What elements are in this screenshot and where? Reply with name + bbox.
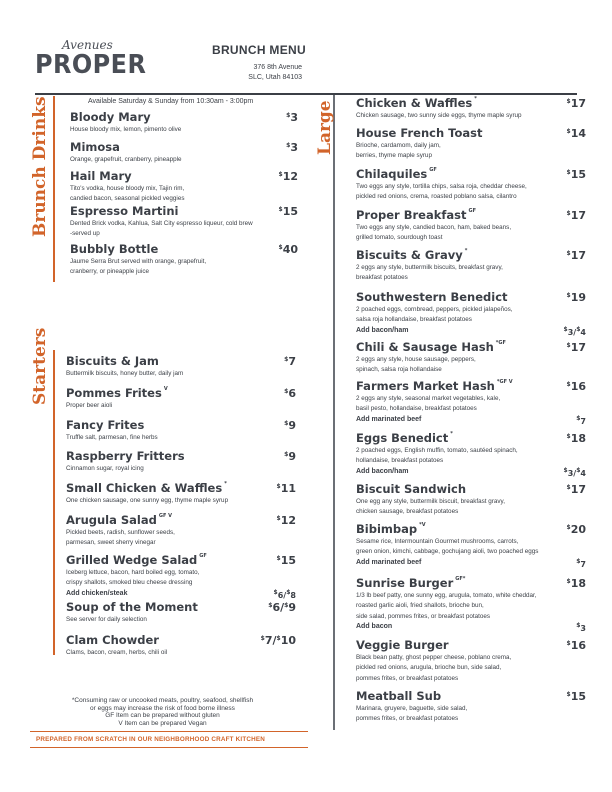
item-name-text: Raspberry Fritters xyxy=(66,449,185,463)
item-name xyxy=(356,290,512,304)
item-price: $3 xyxy=(286,111,298,124)
item-description: Tito's vodka, house bloody mix, Tajin rim, xyxy=(70,185,185,192)
item-price: $15 xyxy=(566,690,586,703)
item-price: $40 xyxy=(278,243,298,256)
item-description: Black bean patty, ghost pepper cheese, poblano crema, xyxy=(356,654,512,661)
item-name xyxy=(66,513,175,527)
item-description: -served up xyxy=(70,230,100,238)
item-addon: Add chicken/steak xyxy=(66,589,128,597)
item-name xyxy=(356,340,506,354)
item-name xyxy=(66,481,228,495)
section-label-starters: Starters xyxy=(30,327,50,405)
menu-item xyxy=(70,169,184,204)
menu-item xyxy=(356,576,537,630)
dietary-mark: GF* xyxy=(455,576,466,582)
item-name xyxy=(356,689,467,703)
item-name-text: Hail Mary xyxy=(70,169,132,183)
menu-item xyxy=(356,96,522,120)
dietary-mark: GF xyxy=(199,553,207,559)
item-description: parmesan, sweet sherry vinegar xyxy=(66,539,156,547)
item-description: Pickled beets, radish, sunflower seeds, xyxy=(66,529,175,536)
item-addon: Add bacon xyxy=(356,623,393,631)
item-description: pickled red onions, crema, roasted poblano salsa, cilantro xyxy=(356,193,517,201)
menu-item xyxy=(66,600,198,624)
item-name-text: Clam Chowder xyxy=(66,633,159,647)
item-name-text: Small Chicken & Waffles xyxy=(66,481,223,495)
item-description: 2 eggs any style, buttermilk biscuits, breakfast gravy, xyxy=(356,264,503,271)
item-description: 2 eggs any style, seasonal market vegetables, kale, xyxy=(356,395,501,402)
header-divider xyxy=(35,93,577,95)
item-description: crispy shallots, smoked bleu cheese dressing xyxy=(66,579,193,587)
item-description: pommes frites, or breakfast potatoes xyxy=(356,674,459,682)
dietary-mark: V xyxy=(163,386,168,392)
dietary-mark: * xyxy=(464,248,468,254)
menu-item xyxy=(70,242,206,277)
item-name xyxy=(70,140,182,154)
address-line-1: 376 8th Avenue xyxy=(253,64,302,71)
dietary-mark: GF xyxy=(468,208,476,214)
item-name-text: Mimosa xyxy=(70,140,120,154)
item-description: basil pesto, hollandaise, breakfast potatoes xyxy=(356,405,477,413)
kitchen-tagline: PREPARED FROM SCRATCH IN OUR NEIGHBORHOOD CRAFT KITCHEN xyxy=(36,736,266,743)
item-description: Two eggs any style, tortilla chips, salsa roja, cheddar cheese, xyxy=(356,183,527,190)
item-name xyxy=(70,242,206,256)
item-name-text: Chili & Sausage Hash xyxy=(356,340,494,354)
item-price: $15 xyxy=(276,554,296,567)
footer-rule-top xyxy=(30,731,308,732)
item-price: $15 xyxy=(278,205,298,218)
item-name xyxy=(356,248,503,262)
item-description: Cinnamon sugar, royal icing xyxy=(66,465,144,472)
item-name xyxy=(66,553,207,567)
item-name-text: Sunrise Burger xyxy=(356,576,454,590)
item-description: 2 poached eggs, English muffin, tomato, sautéed spinach, xyxy=(356,447,518,454)
item-description: Orange, grapefruit, cranberry, pineapple xyxy=(70,156,182,163)
item-price: $16 xyxy=(566,380,586,393)
item-addon: Add marinated beef xyxy=(356,558,422,566)
item-name-text: Proper Breakfast xyxy=(356,208,467,222)
dietary-mark: * xyxy=(474,96,477,102)
item-price: $17 xyxy=(566,341,586,354)
menu-item xyxy=(66,386,168,410)
menu-item xyxy=(66,449,185,473)
logo-tagline: Avenues xyxy=(62,38,113,52)
item-price: $9 xyxy=(284,450,296,463)
item-name xyxy=(356,522,538,536)
item-description: Brioche, cardamom, daily jam, xyxy=(356,142,441,149)
item-name-text: Farmers Market Hash xyxy=(356,379,495,393)
addon-price: $7 xyxy=(576,558,586,569)
item-name-text: Grilled Wedge Salad xyxy=(66,553,198,567)
item-price: $17 xyxy=(566,209,586,222)
menu-item xyxy=(356,689,467,724)
item-description: Iceberg lettuce, bacon, hard boiled egg, tomato, xyxy=(66,569,200,576)
item-name-text: Biscuits & Jam xyxy=(66,354,159,368)
item-price: $18 xyxy=(566,432,586,445)
item-description: Clams, bacon, cream, herbs, chili oil xyxy=(66,649,168,656)
item-description: See server for daily selection xyxy=(66,616,147,623)
item-name-text: Eggs Benedict xyxy=(356,431,449,445)
item-price: $12 xyxy=(276,514,296,527)
item-name-text: Southwestern Benedict xyxy=(356,290,508,304)
item-description: 2 poached eggs, cornbread, peppers, pickled jalapeños, xyxy=(356,306,513,313)
menu-item xyxy=(66,354,183,378)
menu-item xyxy=(70,204,253,239)
menu-item xyxy=(356,290,512,334)
dietary-mark: GF xyxy=(429,167,437,173)
item-price: $17 xyxy=(566,249,586,262)
menu-item xyxy=(66,513,175,548)
page-title: BRUNCH MENU xyxy=(212,43,306,57)
addon-price: $3/$4 xyxy=(563,326,586,337)
item-price: $18 xyxy=(566,577,586,590)
item-price: $19 xyxy=(566,291,586,304)
item-name xyxy=(356,167,527,181)
item-name xyxy=(356,126,482,140)
item-description: hollandaise, breakfast potatoes xyxy=(356,457,444,465)
item-price: $6/$9 xyxy=(268,601,296,614)
item-description: Two eggs any style, candied bacon, ham, baked beans, xyxy=(356,224,512,231)
item-name-text: Bibimbap xyxy=(356,522,418,536)
footnote-line: GF Item can be prepared without gluten xyxy=(105,712,220,720)
item-price: $11 xyxy=(276,482,296,495)
dietary-mark: GF V xyxy=(158,513,173,519)
menu-item xyxy=(356,167,527,202)
item-description: cranberry, or pineapple juice xyxy=(70,268,149,276)
availability-note: Available Saturday & Sunday from 10:30am - 3:00pm xyxy=(88,98,254,105)
item-description: One egg any style, buttermilk biscuit, breakfast gravy, xyxy=(356,498,505,505)
item-price: $16 xyxy=(566,639,586,652)
item-name-text: House French Toast xyxy=(356,126,483,140)
item-price: $20 xyxy=(566,523,586,536)
item-price: $15 xyxy=(566,168,586,181)
item-name-text: Pommes Frites xyxy=(66,386,162,400)
item-description: spinach, salsa roja hollandaise xyxy=(356,366,442,374)
footnote-line: *Consuming raw or uncooked meats, poultry, seafood, shellfish xyxy=(71,697,254,704)
item-name-text: Chicken & Waffles xyxy=(356,96,473,110)
item-name xyxy=(70,204,253,218)
item-addon: Add bacon/ham xyxy=(356,326,409,334)
item-name-text: Meatball Sub xyxy=(356,689,442,703)
item-name xyxy=(356,208,511,222)
item-description: grilled tomato, sourdough toast xyxy=(356,234,443,242)
menu-item xyxy=(356,208,511,243)
item-description: candied bacon, seasonal pickled veggies xyxy=(70,195,185,203)
dietary-mark: *V xyxy=(419,522,426,528)
item-price: $14 xyxy=(566,127,586,140)
item-name xyxy=(356,576,537,590)
column-divider xyxy=(333,95,335,730)
menu-item xyxy=(66,481,228,505)
item-name xyxy=(356,431,518,445)
dietary-mark: * xyxy=(450,431,453,437)
item-name xyxy=(356,482,505,496)
menu-item xyxy=(70,140,182,164)
section-label-brunch-drinks: Brunch Drinks xyxy=(30,96,50,237)
item-price: $7 xyxy=(284,355,296,368)
footnote-line: V Item can be prepared Vegan xyxy=(118,719,207,727)
item-description: salsa roja hollandaise, breakfast potatoes xyxy=(356,316,472,324)
item-description: Marinara, gruyere, baguette, side salad, xyxy=(356,705,468,712)
item-description: roasted garlic aioli, fried shallots, brioche bun, xyxy=(356,602,484,610)
item-name xyxy=(66,633,167,647)
dietary-mark: * xyxy=(224,481,227,487)
menu-item xyxy=(356,340,506,375)
item-description: Jaume Serra Brut served with orange, grapefruit, xyxy=(70,258,207,265)
item-description: pommes frites, or breakfast potatoes xyxy=(356,715,459,723)
item-price: $17 xyxy=(566,483,586,496)
menu-item xyxy=(66,418,158,442)
menu-item xyxy=(66,633,167,657)
item-price: $3 xyxy=(286,141,298,154)
item-price: $9 xyxy=(284,419,296,432)
item-name xyxy=(66,386,168,400)
menu-item xyxy=(356,126,482,161)
item-name xyxy=(66,600,198,614)
footer-rule-bottom xyxy=(30,747,308,748)
item-name xyxy=(356,379,513,393)
logo: PROPER xyxy=(35,50,147,80)
item-name-text: Biscuit Sandwich xyxy=(356,482,467,496)
addon-price: $3/$4 xyxy=(563,467,586,478)
item-name-text: Chilaquiles xyxy=(356,167,428,181)
address-line-2: SLC, Utah 84103 xyxy=(248,74,302,81)
item-description: chicken sausage, breakfast potatoes xyxy=(356,508,459,516)
section-bar-drinks xyxy=(53,96,55,282)
item-description: Sesame rice, Intermountain Gourmet mushrooms, carrots, xyxy=(356,538,519,545)
item-description: 1/3 lb beef patty, one sunny egg, arugula, tomato, white cheddar, xyxy=(356,592,537,599)
item-addon: Add bacon/ham xyxy=(356,467,409,475)
item-description: green onion, kimchi, cabbage, gochujang aioli, two poached eggs xyxy=(356,548,539,556)
item-description: berries, thyme maple syrup xyxy=(356,152,432,160)
item-description: Truffle salt, parmesan, fine herbs xyxy=(66,434,158,441)
item-description: side salad, pommes frites, or breakfast potatoes xyxy=(356,612,491,620)
item-name xyxy=(70,169,184,183)
item-description: pickled red onions, arugula, brioche bun, side salad, xyxy=(356,664,502,672)
footnote-line: or eggs may increase the risk of food borne illness xyxy=(90,704,235,712)
item-name xyxy=(66,418,158,432)
item-name-text: Bubbly Bottle xyxy=(70,242,159,256)
dietary-mark: *GF V xyxy=(496,379,513,385)
menu-item xyxy=(356,248,503,283)
item-name-text: Bloody Mary xyxy=(70,110,151,124)
item-name-text: Veggie Burger xyxy=(356,638,449,652)
menu-item xyxy=(356,522,538,566)
addon-price: $7 xyxy=(576,415,586,426)
item-price: $6 xyxy=(284,387,296,400)
item-description: One chicken sausage, one sunny egg, thyme maple syrup xyxy=(66,497,229,504)
item-name xyxy=(66,354,183,368)
item-name-text: Fancy Frites xyxy=(66,418,145,432)
item-description: Chicken sausage, two sunny side eggs, thyme maple syrup xyxy=(356,112,522,119)
item-description: Buttermilk biscuits, honey butter, daily jam xyxy=(66,370,184,377)
menu-item xyxy=(66,553,207,597)
item-description: breakfast potatoes xyxy=(356,274,408,282)
dietary-mark: *GF xyxy=(495,340,506,346)
menu-item xyxy=(356,431,518,475)
addon-price: $6/$8 xyxy=(273,589,296,600)
item-name xyxy=(66,449,185,463)
item-name xyxy=(356,96,522,110)
item-name-text: Espresso Martini xyxy=(70,204,179,218)
item-description: House bloody mix, lemon, pimento olive xyxy=(70,126,182,133)
menu-item xyxy=(356,638,511,683)
item-name-text: Arugula Salad xyxy=(66,513,157,527)
item-price: $7/$10 xyxy=(260,634,296,647)
section-bar-starters xyxy=(53,350,55,655)
item-price: $17 xyxy=(566,97,586,110)
item-description: Proper beer aioli xyxy=(66,402,113,409)
addon-price: $3 xyxy=(576,622,586,633)
menu-item xyxy=(70,110,181,134)
footnotes xyxy=(35,697,290,727)
item-description: Dented Brick vodka, Kahlua, Salt City espresso liqueur, cold brew xyxy=(70,220,253,227)
item-name xyxy=(70,110,181,124)
item-name xyxy=(356,638,511,652)
item-name-text: Soup of the Moment xyxy=(66,600,198,614)
menu-item xyxy=(356,482,505,517)
menu-item xyxy=(356,379,513,423)
item-addon: Add marinated beef xyxy=(356,415,422,423)
item-description: 2 eggs any style, house sausage, peppers, xyxy=(356,356,476,363)
item-name-text: Biscuits & Gravy xyxy=(356,248,463,262)
section-label-large: Large xyxy=(315,100,335,155)
item-price: $12 xyxy=(278,170,298,183)
